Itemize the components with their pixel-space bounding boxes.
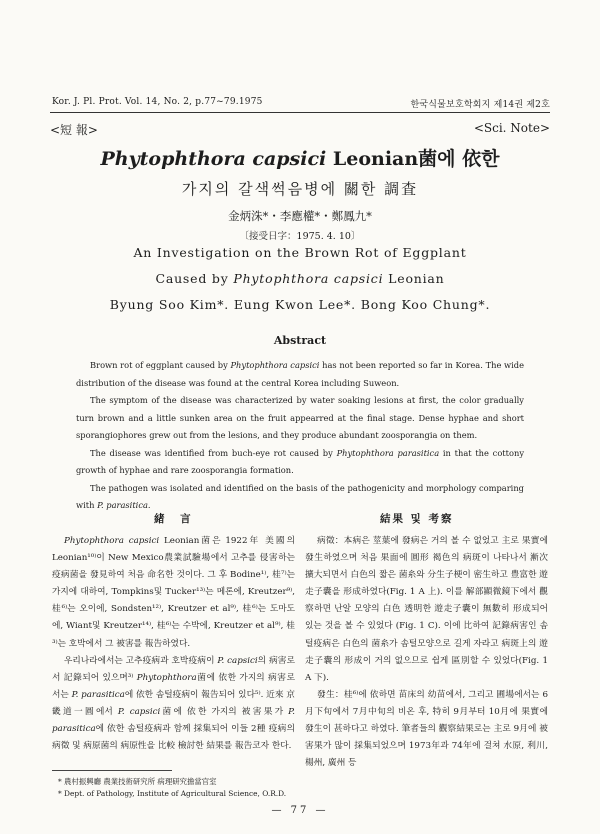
section-heading-introduction: 緒 言 — [154, 513, 197, 525]
section-heading-results: 結果 및 考察 — [380, 513, 454, 525]
english-title-line1: An Investigation on the Brown Rot of Eggplant — [133, 245, 467, 260]
english-title-pre: Caused by — [155, 271, 234, 286]
results-paragraph: 發生：桂⁶⁾에 依하면 苗床의 幼苗에서, 그리고 圃場에서는 6月下旬에서 7月中旬의 비온 후, 特히 9月부터 10月에 果實에 發生이 甚하다고 하였다. 筆者들의 觀察結果로는 主로 9月에 被害果가 많이 採集되었으며 1973年과 74年에 걸쳐 水原, 利川, 楊州, 廣州 등 — [305, 689, 548, 769]
intro-paragraph: Phytophthora capsici Leonian菌은 1922年 美國의 Leonian¹⁰⁾이 New Mexico農業試驗場에서 고추를 侵害하는 疫病菌을 發見하여 처음 命名한 것이다. 그 후 Bodine¹⁾, 桂⁷⁾는 가지에 대하여, Tompkins및 Tucker¹³⁾는 메론에, Kreutzer⁹⁾, 桂⁶⁾는 오이에, Sondsten¹²⁾, Kreutzer et al⁹⁾, 桂⁶⁾는 도마도에, Wiant및 Kreutzer¹⁴⁾, 桂⁶⁾는 수박에, Kreutzer et al⁹⁾, 桂³⁾는 호박에서 그 被害를 報告하였다. — [52, 536, 296, 649]
abstract-body — [76, 357, 524, 515]
english-title-post: Leonian — [383, 271, 445, 286]
intro-paragraph: 우리나라에서는 고추疫病과 호박疫病이 P. capsici의 病害로서 記錄되어 있으며³⁾ Phytophthora菌에 依한 가지의 病害로서는 P. parasitica에 依한 솜털疫病이 報告되어 있다⁵⁾. 近來 京畿道一圓에서 P. capsici菌에 依한 가지의 被害果가 P. parasitica에 依한 솜털疫病과 함께 採集되어 이들 2種 疫病의 病徵 및 病原菌의 病原性을 比較 檢討한 結果를 報告코자 한다. — [52, 655, 296, 752]
korean-title-line1 — [0, 144, 600, 171]
abstract-paragraph: Brown rot of eggplant caused by Phytophthora capsici has not been reported so far in Korea. The wide distribution of the disease was found at the central Korea including Suweon. — [76, 360, 525, 388]
received-date: 〔接受日字：1975. 4. 10〕 — [239, 231, 361, 242]
footnote-rule — [52, 770, 172, 771]
article-type-korean: <短 報> — [50, 123, 98, 137]
introduction-text — [52, 533, 295, 755]
title-line1-rest: Leonian菌에 依한 — [326, 148, 500, 170]
korean-title-line2: 가지의 갈색썩음병에 關한 調査 — [181, 180, 419, 198]
authors-korean: 金炳洙*・李應權*・鄭鳳九* — [228, 209, 372, 223]
abstract-paragraph: The pathogen was isolated and identified on the basis of the pathogenicity and morphology comparing with P. parasitica. — [76, 482, 524, 510]
abstract-heading: Abstract — [273, 334, 327, 347]
journal-korean-citation: 한국식물보호학회지 제14권 제2호 — [410, 100, 550, 110]
article-type-english: <Sci. Note> — [473, 121, 550, 135]
title-species-name: Phytophthora capsici — [100, 148, 327, 170]
footnote-english-affiliation: * Dept. of Pathology, Institute of Agricultural Science, O.R.D. — [58, 789, 287, 798]
abstract-paragraph: The symptom of the disease was characterized by water soaking lesions at first, the color gradually turn brown and a little sunken area on the fruit appearred at the final stage. Dense hyphae and short sporangiophores grew out from the lesions, and they produce abundant zoosporangia on them. — [76, 395, 524, 440]
footnote-korean-affiliation: * 農村振興廳 農業技術研究所 病理研究擔當官室 — [58, 777, 217, 786]
journal-citation: Kor. J. Pl. Prot. Vol. 14, No. 2, p.77~79.1975 — [52, 97, 263, 107]
english-title-line2 — [0, 271, 600, 286]
authors-english: Byung Soo Kim*. Eung Kwon Lee*. Bong Koo Chung*. — [109, 297, 491, 312]
page-number: — 77 — — [271, 805, 329, 816]
header-rule — [50, 112, 550, 113]
results-paragraph: 病徵：本病은 莖葉에 發病은 거의 볼 수 없었고 主로 果實에 發生하였으며 처음 果面에 圓形 褐色의 病斑이 나타나서 漸次 擴大되면서 白色의 짧은 菌糸와 分生子梗이 密生하고 豊富한 遊走子囊을 形成하였다(Fig. 1 A 上). 이를 解部顯微鏡下에서 觀察하면 난알 모양의 白色 透明한 遊走子囊이 無數히 形成되어 있는 것을 볼 수 있었다 (Fig. 1 C). 이에 比하여 記錄病害인 솜털疫病은 白色의 菌糸가 솜털모양으로 길게 자라고 病斑上의 遊走子囊의 形成이 거의 없으므로 쉽게 區別할 수 있었다(Fig. 1 A 下). — [305, 536, 548, 683]
results-text — [305, 533, 548, 772]
english-title-species: Phytophthora capsici — [233, 271, 384, 286]
abstract-paragraph: The disease was identified from buch-eye rot caused by Phytophthora parasitica in that the cottony growth of hyphae and rare zoosporangia formation. — [76, 447, 525, 475]
